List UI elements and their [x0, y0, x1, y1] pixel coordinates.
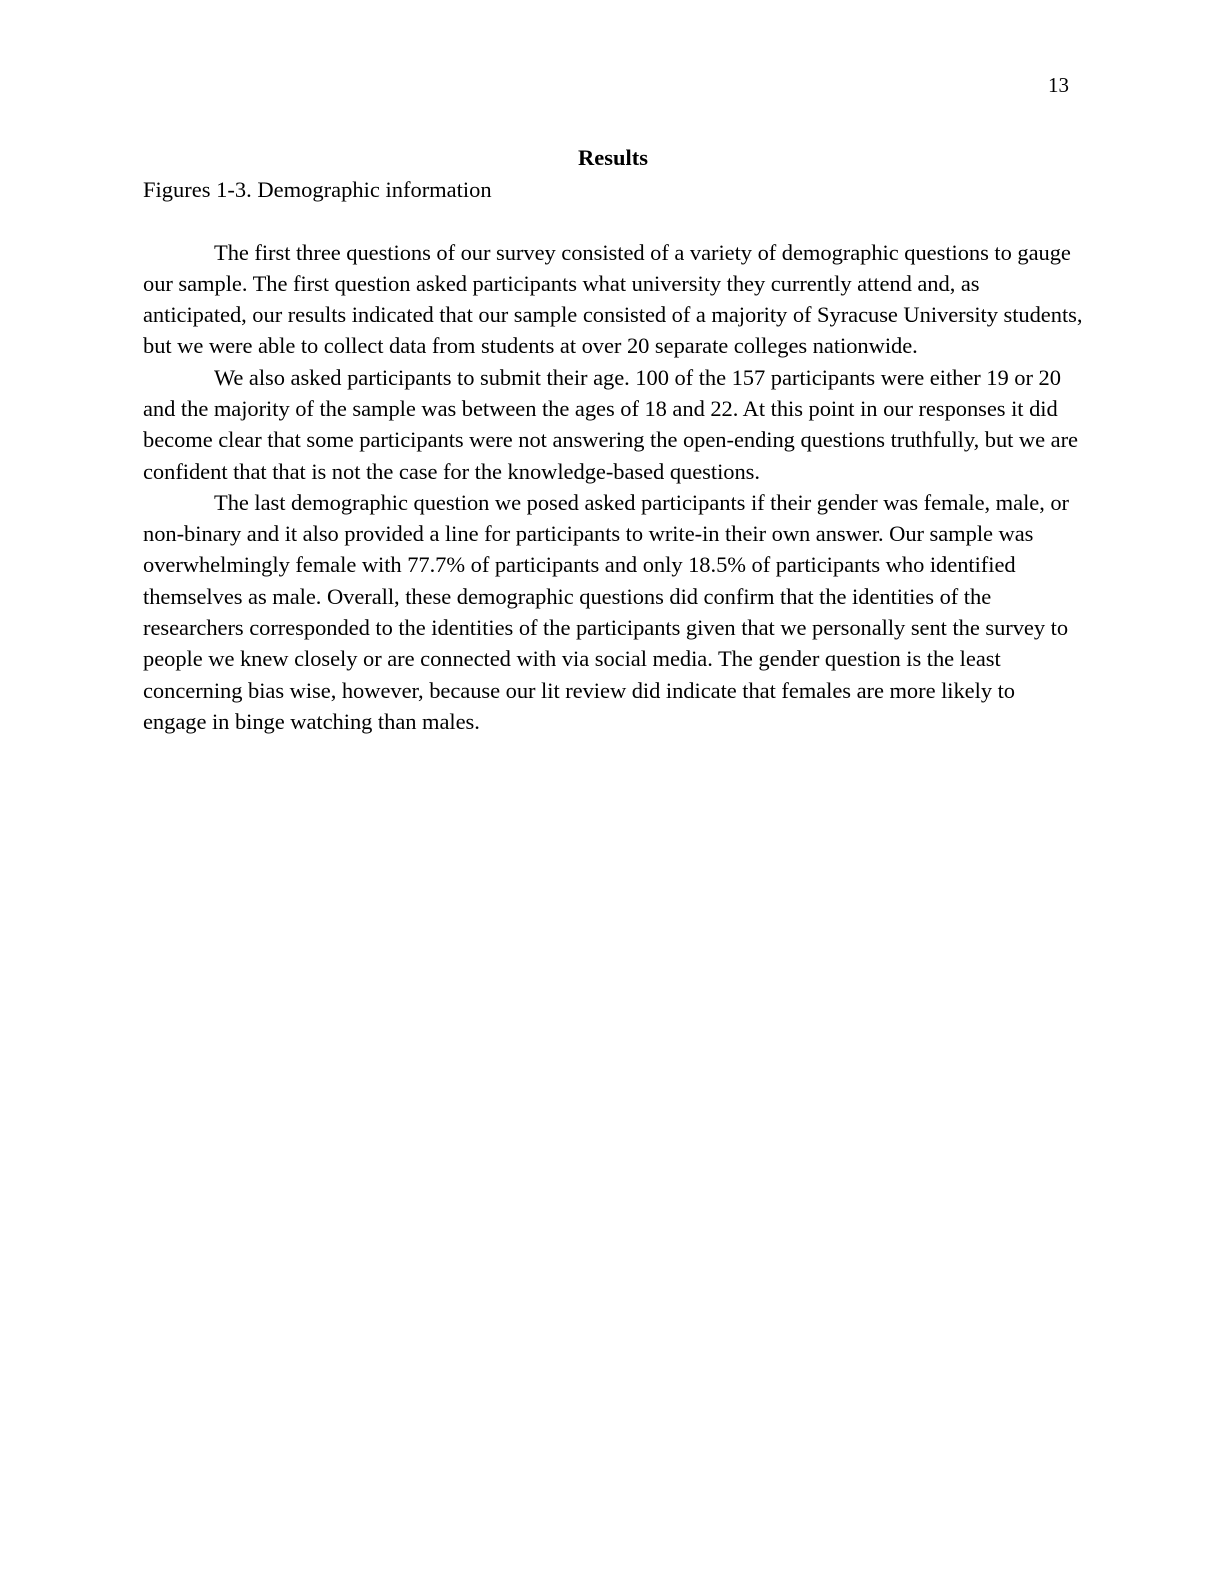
paragraph-university: The first three questions of our survey consisted of a variety of demographic questions to gauge our sample. The first question asked participants what university they currently attend and, as anticipated, our results indicated that our sample consisted of a majority of Syracuse University students, but we were able to collect data from students at over 20 separate colleges nationwide.: [143, 239, 1083, 359]
section-heading: Results: [577, 145, 648, 170]
paragraph-gender: The last demographic question we posed asked participants if their gender was female, male, or non-binary and it also provided a line for participants to write-in their own answer. Our sample was overwhelmingly female with 77.7% of participants and only 18.5% of participants who identified themselves as male. Overall, these demographic questions did confirm that the identities of the researchers corresponded to the identities of the participants given that we personally sent the survey to people we knew closely or are connected with via social media. The gender question is the least concerning bias wise, however, because our lit review did indicate that females are more likely to engage in binge watching than males.: [143, 489, 1070, 734]
paragraph-age: We also asked participants to submit their age. 100 of the 157 participants were either 19 or 20 and the majority of the sample was between the ages of 18 and 22. At this point in our responses it did become clear that some participants were not answering the open-ending questions truthfully, but we are confident that that is not the case for the knowledge-based questions.: [143, 364, 1078, 484]
figure-caption: Figures 1-3. Demographic information: [143, 176, 492, 202]
page-number: 13: [1048, 73, 1069, 97]
document-body: [143, 142, 1083, 737]
